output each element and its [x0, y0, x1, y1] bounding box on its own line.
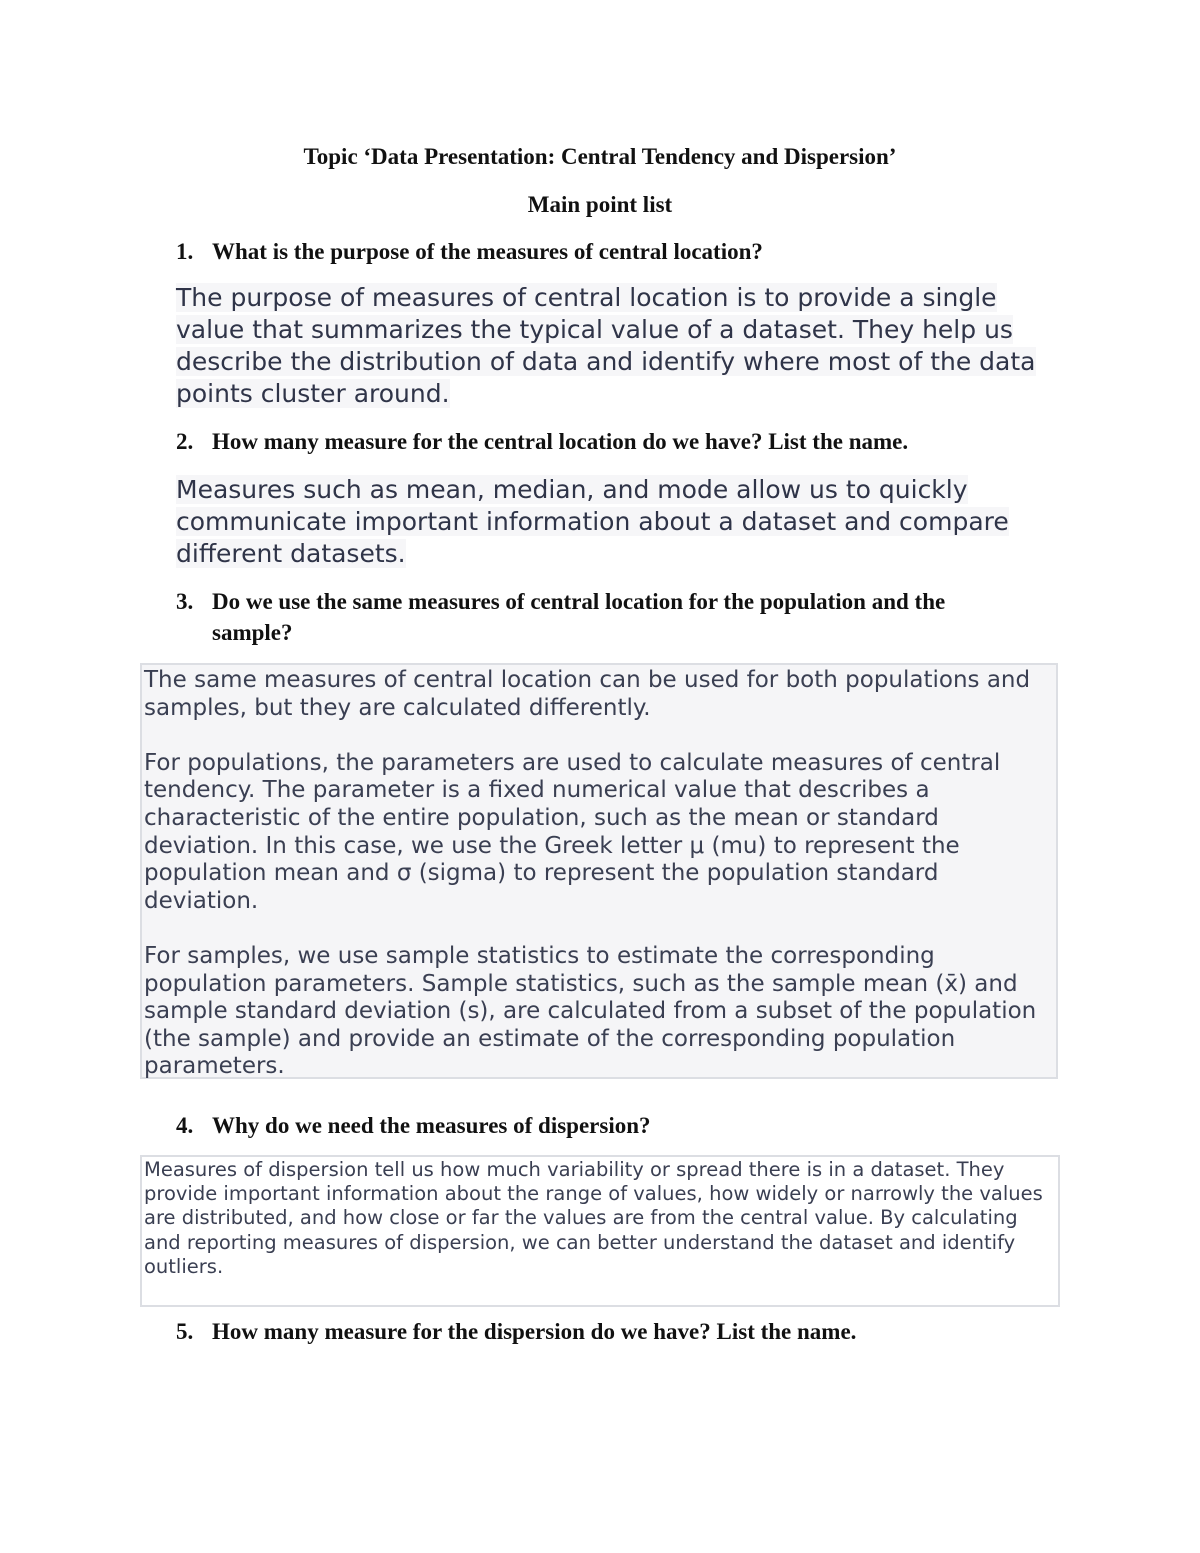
question-4 [176, 1110, 996, 1141]
answer-line: describe the distribution of data and identify where most of the data [176, 347, 1036, 376]
question-3 [176, 586, 996, 648]
answer-line: communicate important information about a dataset and compare [176, 507, 1009, 536]
answer-4-box [140, 1155, 1060, 1307]
question-text: What is the purpose of the measures of central location? [212, 239, 763, 264]
answer-line: value that summarizes the typical value of a dataset. They help us [176, 315, 1013, 344]
question-1 [176, 236, 996, 267]
answer-paragraph: For populations, the parameters are used to calculate measures of central tendency. The parameter is a fixed numerical value that describes a characteristic of the entire population, such as the mean or standard deviation. In this case, we use the Greek letter μ (mu) to represent the population mean and σ (sigma) to represent the population standard deviation. [144, 749, 1001, 914]
question-5 [176, 1316, 996, 1347]
question-number: 3. [176, 589, 194, 614]
answer-paragraph: Measures of dispersion tell us how much variability or spread there is in a dataset. They provide important information about the range of values, how widely or narrowly the values are distributed, and how close or far the values are from the central value. By calculating and reporting measures of dispersion, we can better understand the dataset and identify outliers. [144, 1158, 1043, 1278]
answer-line: different datasets. [176, 539, 406, 568]
main-point-list-heading: Main point list [527, 192, 673, 217]
question-text: How many measure for the dispersion do we have? List the name. [212, 1319, 857, 1344]
question-number: 5. [176, 1319, 194, 1344]
question-text: Why do we need the measures of dispersion? [212, 1113, 651, 1138]
question-text: Do we use the same measures of central location for the population and the sample? [212, 589, 946, 645]
question-number: 2. [176, 429, 194, 454]
answer-3-box [140, 663, 1058, 1079]
answer-line: Measures such as mean, median, and mode allow us to quickly [176, 475, 968, 504]
answer-2 [176, 474, 1066, 570]
answer-paragraph: The same measures of central location can be used for both populations and samples, but they are calculated differently. [144, 667, 1031, 721]
question-number: 4. [176, 1113, 194, 1138]
question-number: 1. [176, 239, 194, 264]
answer-1 [176, 282, 1066, 410]
answer-line: The purpose of measures of central location is to provide a single [176, 283, 997, 312]
question-text: How many measure for the central location do we have? List the name. [212, 429, 909, 454]
document-topic: Topic ‘Data Presentation: Central Tendency and Dispersion’ [303, 144, 897, 169]
answer-line: points cluster around. [176, 379, 450, 408]
answer-paragraph: For samples, we use sample statistics to estimate the corresponding population parameters. Sample statistics, such as the sample mean (x̄) and sample standard deviation (s), are calculated from a subset of the population (the sample) and provide an estimate of the corresponding population parameters. [144, 942, 1037, 1080]
question-2 [176, 426, 996, 457]
